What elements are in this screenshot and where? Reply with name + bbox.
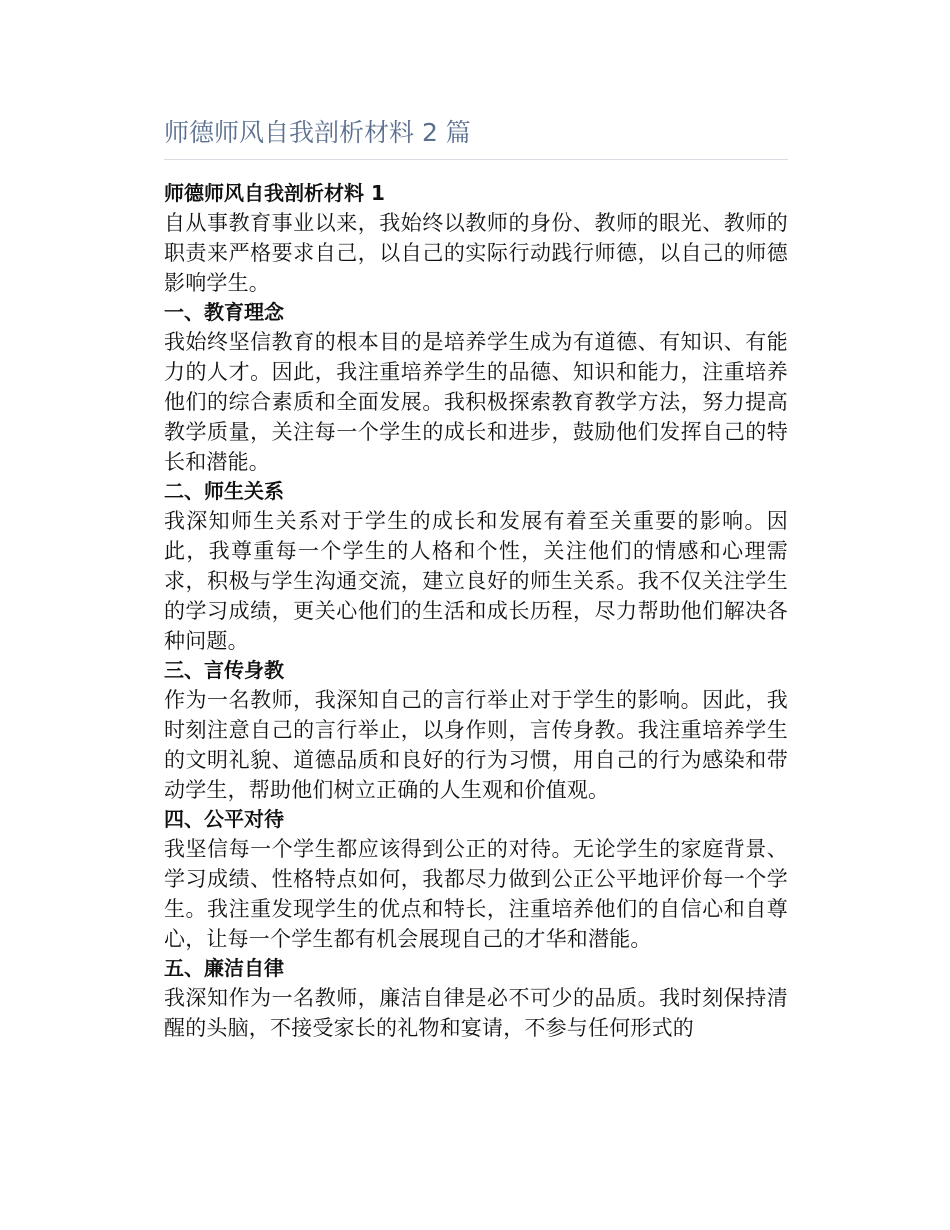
section-fair-treatment: [164, 805, 788, 954]
section-heading: 二、师生关系: [164, 479, 284, 503]
document-subtitle: 师德师风自我剖析材料 1: [164, 181, 385, 205]
section-heading: 一、教育理念: [164, 300, 284, 324]
section-heading: 五、廉洁自律: [164, 956, 284, 980]
document-page: [164, 110, 788, 1043]
section-body: 我始终坚信教育的根本目的是培养学生成为有道德、有知识、有能力的人才。因此，我注重培养学生的品德、知识和能力，注重培养他们的综合素质和全面发展。我积极探索教育教学方法，努力提高教学质量，关注每一个学生的成长和进步，鼓励他们发挥自己的特长和潜能。: [164, 330, 788, 474]
section-body: 我深知作为一名教师，廉洁自律是必不可少的品质。我时刻保持清醒的头脑，不接受家长的礼物和宴请，不参与任何形式的: [164, 986, 788, 1040]
section-lead-by-example: [164, 656, 788, 805]
section-body: 我坚信每一个学生都应该得到公正的对待。无论学生的家庭背景、学习成绩、性格特点如何，我都尽力做到公正公平地评价每一个学生。我注重发现学生的优点和特长，注重培养他们的自信心和自尊心，让每一个学生都有机会展现自己的才华和潜能。: [164, 837, 788, 951]
section-heading: 三、言传身教: [164, 658, 284, 682]
document-title: 师德师风自我剖析材料 2 篇: [164, 118, 471, 147]
section-heading: 四、公平对待: [164, 807, 284, 831]
section-body: 作为一名教师，我深知自己的言行举止对于学生的影响。因此，我时刻注意自己的言行举止，以身作则，言传身教。我注重培养学生的文明礼貌、道德品质和良好的行为习惯，用自己的行为感染和带动学生，帮助他们树立正确的人生观和价值观。: [164, 688, 788, 802]
title-divider: [164, 159, 788, 160]
section-education-philosophy: [164, 298, 788, 477]
section-integrity: [164, 954, 788, 1043]
section-body: 我深知师生关系对于学生的成长和发展有着至关重要的影响。因此，我尊重每一个学生的人格和个性，关注他们的情感和心理需求，积极与学生沟通交流，建立良好的师生关系。我不仅关注学生的学习成绩，更关心他们的生活和成长历程，尽力帮助他们解决各种问题。: [164, 509, 788, 653]
intro-paragraph: 自从事教育事业以来，我始终以教师的身份、教师的眼光、教师的职责来严格要求自己，以自己的实际行动践行师德，以自己的师德影响学生。: [164, 211, 788, 295]
section-teacher-student-relationship: [164, 477, 788, 656]
